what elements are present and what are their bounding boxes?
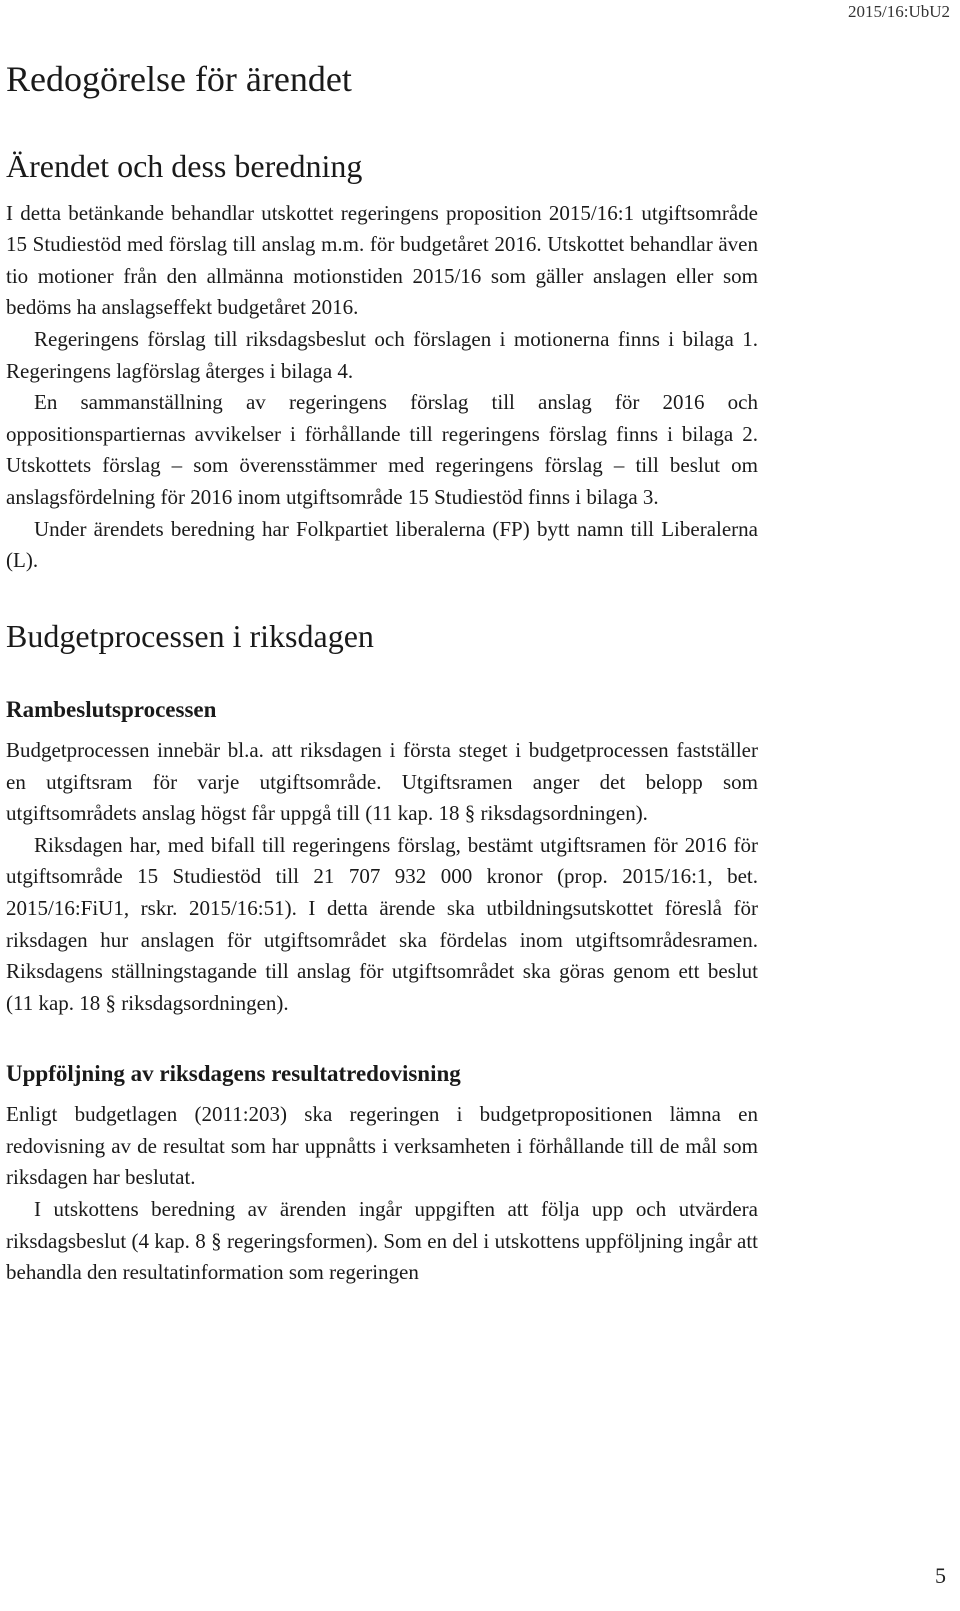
paragraph: En sammanställning av regeringens förslag till anslag för 2016 och oppositionspartiernas avvikelser i förhållande till regeringens förslag finns i bilaga 2. Utskottets förslag – som överensstämmer med regeringens förslag – till beslut om anslagsfördelning för 2016 inom utgiftsområde 15 Studiestöd finns i bilaga 3. (6, 390, 758, 509)
paragraph: Under ärendets beredning har Folkpartiet liberalerna (FP) bytt namn till Liberalerna (L). (6, 516, 758, 573)
page-number: 5 (935, 1563, 946, 1588)
section-heading-arendet: Ärendet och dess beredning (6, 148, 363, 185)
paragraph: Budgetprocessen innebär bl.a. att riksdagen i första steget i budgetprocessen fastställer en utgiftsram för varje utgiftsområde. Utgiftsramen anger det belopp som utgiftsområdets anslag högst får uppgå till (11 kap. 18 § riksdagsordningen). (6, 737, 758, 826)
subsection-heading-uppfoljning: Uppföljning av riksdagens resultatredovisning (6, 1061, 461, 1087)
document-body (6, 58, 758, 1289)
page-title: Redogörelse för ärendet (6, 59, 352, 99)
subsection-heading-rambeslut: Rambeslutsprocessen (6, 697, 217, 723)
paragraph: Riksdagen har, med bifall till regeringens förslag, bestämt utgiftsramen för 2016 för utgiftsområde 15 Studiestöd till 21 707 932 000 kronor (prop. 2015/16:1, bet. 2015/16:FiU1, rskr. 2015/16:51). I detta ärende ska utbildningsutskottet föreslå för riksdagen hur anslagen för utgiftsområdet ska fördelas inom utgiftsområdesramen. Riksdagens ställningstagande till anslag för utgiftsområdet ska göras genom ett beslut (11 kap. 18 § riksdagsordningen). (6, 832, 758, 1015)
paragraph: Enligt budgetlagen (2011:203) ska regeringen i budgetpropositionen lämna en redovisning av de resultat som har uppnåtts i verksamheten i förhållande till de mål som riksdagen har beslutat. (6, 1102, 758, 1190)
section-heading-budgetprocessen: Budgetprocessen i riksdagen (6, 617, 374, 654)
paragraph: I utskottens beredning av ärenden ingår uppgiften att följa upp och utvärdera riksdagsbeslut (4 kap. 8 § regeringsformen). Som en del i utskottens uppföljning ingår att behandla den resultatinformation som regeringen (6, 1197, 758, 1285)
paragraph: Regeringens förslag till riksdagsbeslut och förslagen i motionerna finns i bilaga 1. Regeringens lagförslag återges i bilaga 4. (6, 326, 758, 383)
document-reference: 2015/16:UbU2 (848, 2, 950, 21)
paragraph: I detta betänkande behandlar utskottet regeringens proposition 2015/16:1 utgiftsområde 15 Studiestöd med förslag till anslag m.m. för budgetåret 2016. Utskottet behandlar även tio motioner från den allmänna motionstiden 2015/16 som gäller anslagen eller som bedöms ha anslagseffekt budgetåret 2016. (6, 200, 758, 320)
